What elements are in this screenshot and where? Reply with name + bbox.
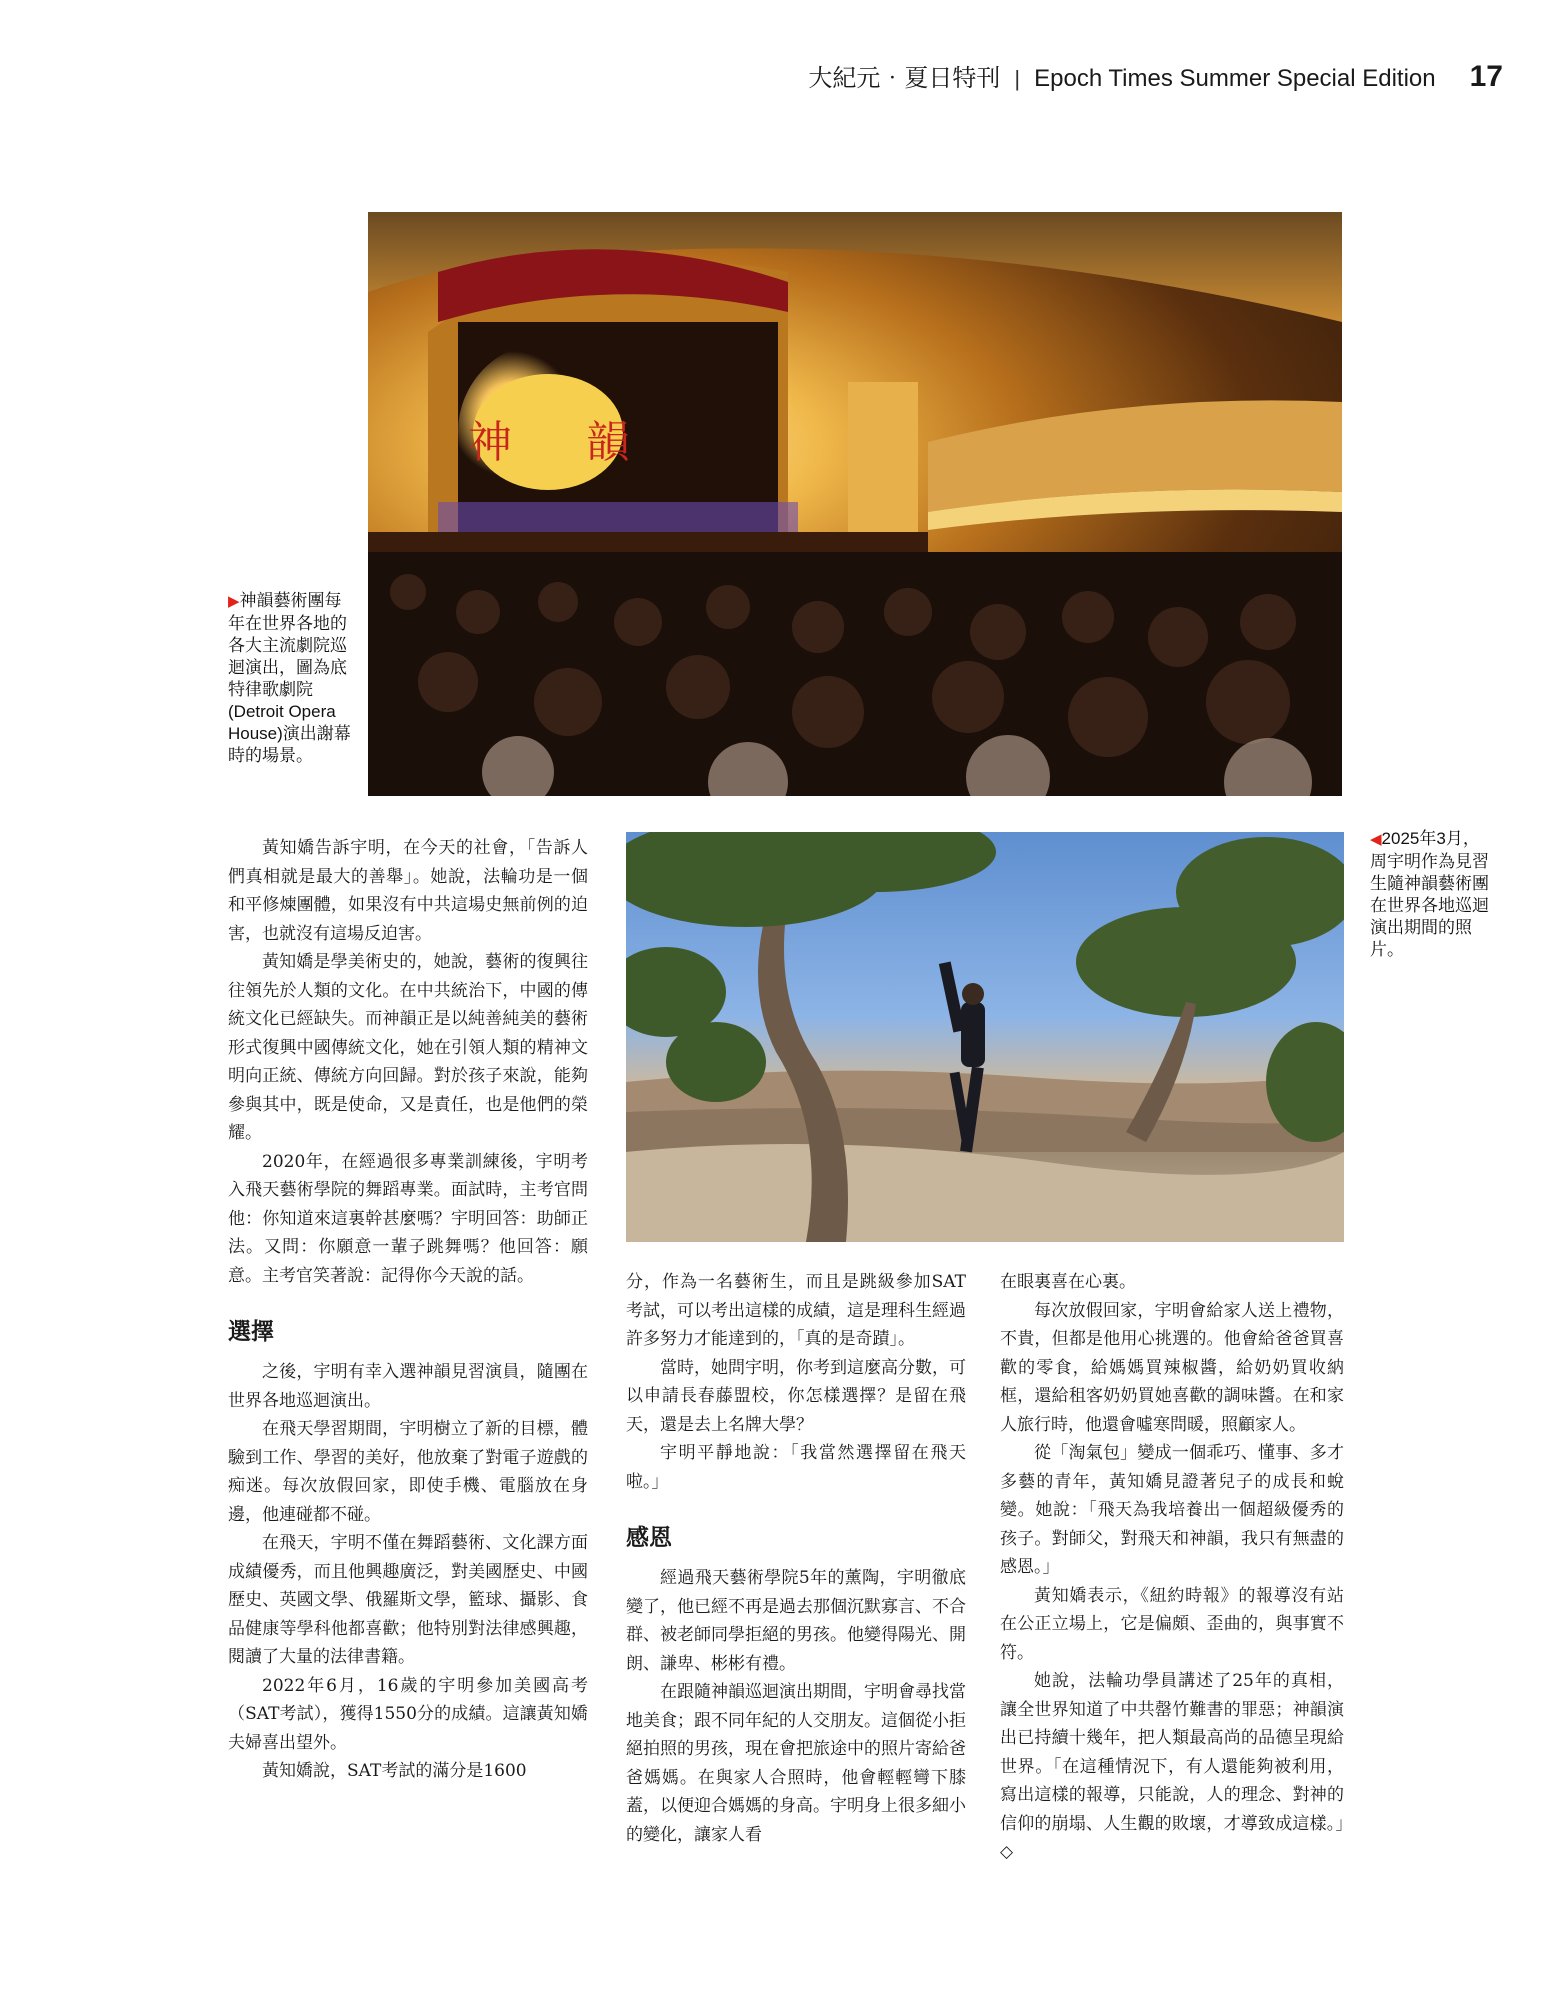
paragraph: 黃知嬌是學美術史的，她說，藝術的復興往往領先於人類的文化。在中共統治下，中國的傳統文化已經缺失。而神韻正是以純善純美的藝術形式復興中國傳統文化，她在引領人類的精神文明向正統、傳統方向回歸。對於孩子來說，能夠參與其中，既是使命，又是責任，也是他們的榮耀。 bbox=[228, 952, 588, 1143]
paragraph: 從「淘氣包」變成一個乖巧、懂事、多才多藝的青年，黃知嬌見證著兒子的成長和蛻變。她說：「飛天為我培養出一個超級優秀的孩子。對師父，對飛天和神韻，我只有無盡的感恩。」 bbox=[1000, 1443, 1344, 1577]
theater-illustration bbox=[368, 212, 1342, 796]
article-column-3 bbox=[1000, 1268, 1344, 1867]
page-header bbox=[808, 58, 1503, 94]
paragraph: 她說，法輪功學員講述了25年的真相，讓全世界知道了中共罄竹難書的罪惡；神韻演出已持續十幾年，把人類最高尚的品德呈現給世界。「在這種情況下，有人還能夠被利用，寫出這樣的報導，只能說，人的理念、對神的信仰的崩塌、人生觀的敗壞，才導致成這樣。」◇ bbox=[1000, 1671, 1344, 1862]
caption-pointer-left-icon: ◀ bbox=[1370, 831, 1382, 848]
paragraph: 經過飛天藝術學院5年的薰陶，宇明徹底變了，他已經不再是過去那個沉默寡言、不合群、被老師同學拒絕的男孩。他變得陽光、開朗、謙卑、彬彬有禮。 bbox=[626, 1568, 966, 1674]
section-heading-gratitude: 感恩 bbox=[626, 1524, 672, 1550]
paragraph: 在眼裏喜在心裏。 bbox=[1000, 1272, 1136, 1292]
paragraph: 在飛天，宇明不僅在舞蹈藝術、文化課方面成績優秀，而且他興趣廣泛，對美國歷史、中國歷史、英國文學、俄羅斯文學，籃球、攝影、食品健康等學科他都喜歡；他特別對法律感興趣，閱讀了大量的法律書籍。 bbox=[228, 1533, 588, 1667]
sign-char-2: 韻 bbox=[586, 417, 630, 468]
paragraph: 宇明平靜地說：「我當然選擇留在飛天啦。」 bbox=[626, 1443, 966, 1492]
paragraph: 黃知嬌告訴宇明，在今天的社會，「告訴人們真相就是最大的善舉」。她說，法輪功是一個和平修煉團體，如果沒有中共這場史無前例的迫害，也就沒有這場反迫害。 bbox=[228, 838, 588, 944]
page-number: 17 bbox=[1469, 60, 1503, 93]
paragraph: 當時，她問宇明，你考到這麼高分數，可以申請長春藤盟校，你怎樣選擇？是留在飛天，還是去上名牌大學？ bbox=[626, 1357, 966, 1435]
paragraph: 每次放假回家，宇明會給家人送上禮物，不貴，但都是他用心挑選的。他會給爸爸買喜歡的零食，給媽媽買辣椒醬，給奶奶買收納框，還給租客奶奶買她喜歡的調味醬。在和家人旅行時，他還會噓寒問暖，照顧家人。 bbox=[1000, 1300, 1344, 1435]
caption-pointer-right-icon: ▶ bbox=[228, 593, 240, 610]
paragraph: 在飛天學習期間，宇明樹立了新的目標，體驗到工作、學習的美好，他放棄了對電子遊戲的痴迷。每次放假回家，即使手機、電腦放在身邊，他連碰都不碰。 bbox=[228, 1419, 588, 1525]
section-heading-choice: 選擇 bbox=[228, 1318, 274, 1344]
paragraph: 之後，宇明有幸入選神韻見習演員，隨團在世界各地巡迴演出。 bbox=[228, 1362, 588, 1411]
sign-char-1: 神 bbox=[468, 417, 512, 468]
paragraph: 黃知嬌表示，《紐約時報》的報導沒有站在公正立場上，它是偏頗、歪曲的，與事實不符。 bbox=[1000, 1585, 1344, 1663]
canyon-caption-text: 2025年3月，周宇明作為見習生隨神韻藝術團在世界各地巡迴演出期間的照片。 bbox=[1370, 829, 1489, 959]
paragraph: 黃知嬌說，SAT考試的滿分是1600 bbox=[262, 1761, 527, 1781]
canyon-photo-caption bbox=[1370, 828, 1496, 961]
grand-canyon-dance-photo bbox=[626, 832, 1344, 1242]
header-separator: | bbox=[1014, 66, 1021, 91]
theater-curtain-call-photo bbox=[368, 212, 1342, 796]
canyon-illustration bbox=[626, 832, 1344, 1242]
theater-photo-caption bbox=[228, 590, 358, 767]
theater-caption-text: 神韻藝術團每年在世界各地的各大主流劇院巡迴演出，圖為底特律歌劇院(Detroit Opera House)演出謝幕時的場景。 bbox=[228, 591, 351, 765]
paragraph: 在跟隨神韻巡迴演出期間，宇明會尋找當地美食；跟不同年紀的人交朋友。這個從小拒絕拍照的男孩，現在會把旅途中的照片寄給爸爸媽媽。在與家人合照時，他會輕輕彎下膝蓋，以便迎合媽媽的身高。宇明身上很多細小的變化，讓家人看 bbox=[626, 1682, 966, 1845]
paragraph: 2022年6月，16歲的宇明參加美國高考（SAT考試），獲得1550分的成績。這讓黃知嬌夫婦喜出望外。 bbox=[228, 1675, 588, 1753]
paragraph: 2020年，在經過很多專業訓練後，宇明考入飛天藝術學院的舞蹈專業。面試時，主考官問他：你知道來這裏幹甚麼嗎？宇明回答：助師正法。又問：你願意一輩子跳舞嗎？他回答：願意。主考官笑著說：記得你今天說的話。 bbox=[228, 1151, 588, 1286]
article-column-1 bbox=[228, 834, 588, 1786]
article-column-2 bbox=[626, 1268, 966, 1849]
publication-title-cn: 大紀元‧夏日特刊 bbox=[808, 65, 1001, 92]
paragraph: 分，作為一名藝術生，而且是跳級參加SAT考試，可以考出這樣的成績，這是理科生經過許多努力才能達到的，「真的是奇蹟」。 bbox=[626, 1272, 966, 1349]
publication-title-en: Epoch Times Summer Special Edition bbox=[1034, 65, 1436, 92]
